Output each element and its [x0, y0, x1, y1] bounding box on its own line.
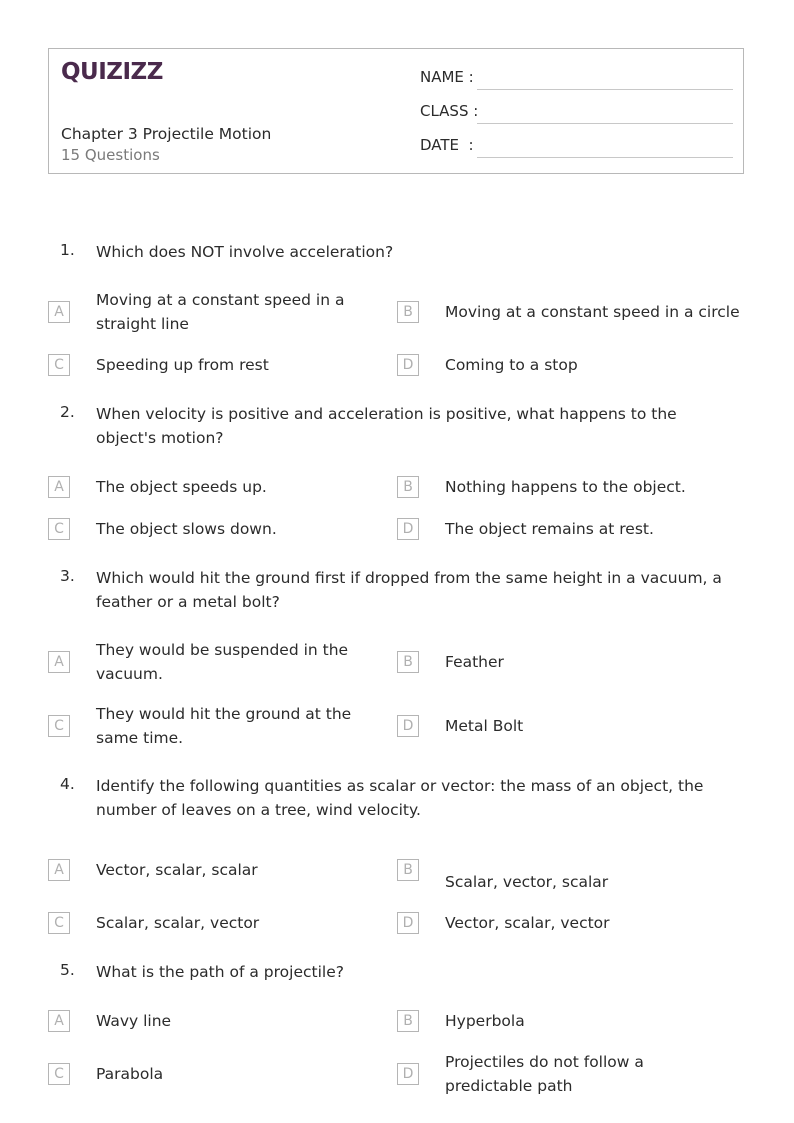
option-b-box: B	[397, 301, 419, 323]
option-c-box: C	[48, 715, 70, 737]
option-c-text: Parabola	[96, 1065, 164, 1083]
question-number: 4.	[60, 775, 75, 793]
option-a-box: A	[48, 651, 70, 673]
question-text: What is the path of a projectile?	[96, 963, 344, 981]
option-a-text: Moving at a constant speed in a straight line	[96, 291, 345, 333]
option-b-box: B	[397, 1010, 419, 1032]
option-c-box: C	[48, 1063, 70, 1085]
question-number: 3.	[60, 567, 75, 585]
class-line	[477, 123, 733, 124]
option-d-text: Coming to a stop	[445, 356, 578, 374]
option-d-box: D	[397, 1063, 419, 1085]
worksheet-header	[48, 48, 744, 174]
option-a-text: Vector, scalar, scalar	[96, 861, 258, 879]
quizizz-logo: QUIZIZZ	[61, 59, 163, 85]
option-d-box: D	[397, 715, 419, 737]
option-b-box: B	[397, 651, 419, 673]
question-text: When velocity is positive and acceleration is positive, what happens to the object's motion?	[96, 405, 677, 447]
option-d-box: D	[397, 518, 419, 540]
option-d-text: Vector, scalar, vector	[445, 914, 610, 932]
option-d-box: D	[397, 912, 419, 934]
option-c-text: They would hit the ground at the same time.	[96, 705, 352, 747]
question-number: 5.	[60, 961, 75, 979]
question-number: 2.	[60, 403, 75, 421]
option-b-box: B	[397, 859, 419, 881]
option-c-box: C	[48, 518, 70, 540]
name-line	[477, 89, 733, 90]
option-b-text: Moving at a constant speed in a circle	[445, 303, 740, 321]
date-label: DATE :	[420, 136, 474, 154]
class-label: CLASS :	[420, 102, 479, 120]
option-b-text: Feather	[445, 653, 504, 671]
option-d-text: Projectiles do not follow a predictable path	[445, 1053, 644, 1095]
option-b-text: Hyperbola	[445, 1012, 525, 1030]
question-text: Identify the following quantities as scalar or vector: the mass of an object, the number of leaves on a tree, wind velocity.	[96, 777, 704, 819]
option-a-text: They would be suspended in the vacuum.	[96, 641, 349, 683]
option-a-box: A	[48, 476, 70, 498]
name-label: NAME :	[420, 68, 474, 86]
question-text: Which does NOT involve acceleration?	[96, 243, 394, 261]
option-a-box: A	[48, 301, 70, 323]
option-d-text: The object remains at rest.	[445, 520, 654, 538]
option-a-box: A	[48, 859, 70, 881]
question-number: 1.	[60, 241, 75, 259]
option-a-text: The object speeds up.	[96, 478, 267, 496]
option-c-text: Speeding up from rest	[96, 356, 269, 374]
option-c-text: The object slows down.	[96, 520, 277, 538]
option-b-text: Scalar, vector, scalar	[445, 873, 609, 891]
date-line	[477, 157, 733, 158]
option-a-text: Wavy line	[96, 1012, 172, 1030]
option-d-box: D	[397, 354, 419, 376]
option-c-box: C	[48, 912, 70, 934]
option-d-text: Metal Bolt	[445, 717, 524, 735]
option-b-text: Nothing happens to the object.	[445, 478, 686, 496]
question-count: 15 Questions	[61, 146, 160, 164]
question-text: Which would hit the ground first if dropped from the same height in a vacuum, a feather or a metal bolt?	[96, 569, 722, 611]
option-c-box: C	[48, 354, 70, 376]
option-a-box: A	[48, 1010, 70, 1032]
worksheet-title: Chapter 3 Projectile Motion	[61, 125, 272, 143]
option-c-text: Scalar, scalar, vector	[96, 914, 260, 932]
option-b-box: B	[397, 476, 419, 498]
